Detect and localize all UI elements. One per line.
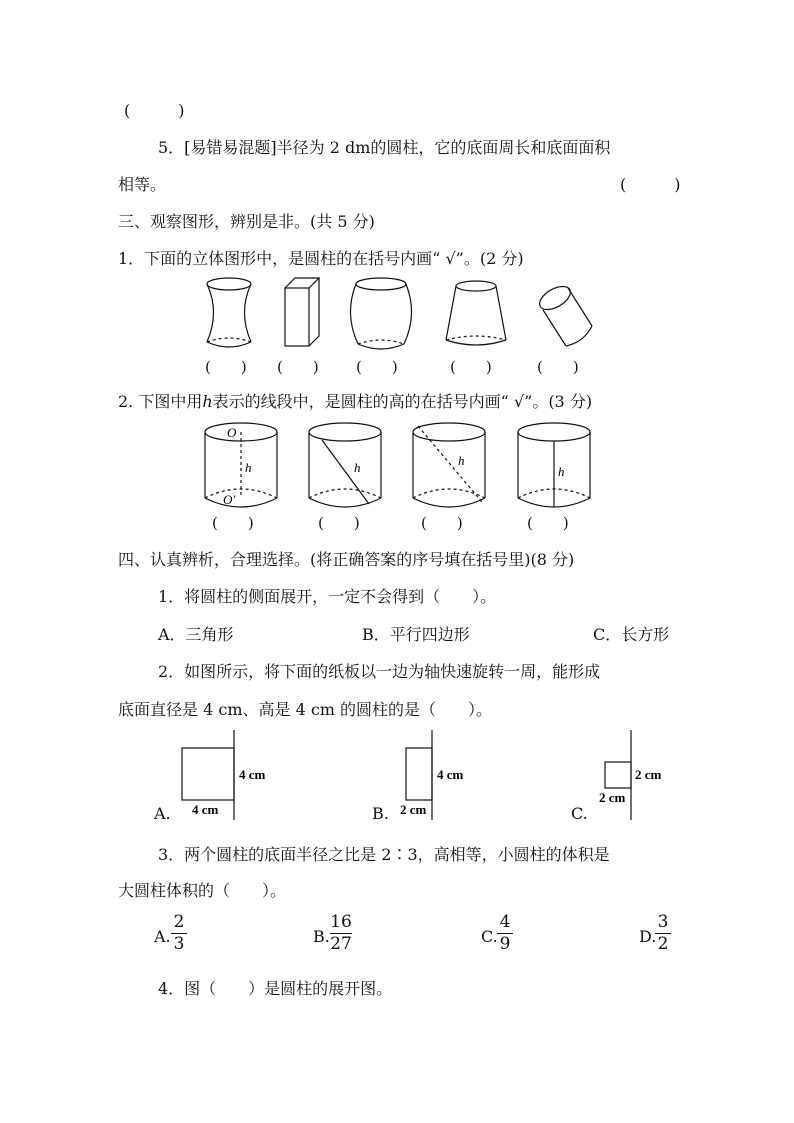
cylinder-axis-height <box>205 423 277 507</box>
fig-c-side: 2 cm <box>635 767 662 782</box>
shape-barrel <box>350 278 411 349</box>
s4-q3-option-c-fraction: 4 9 <box>497 914 513 953</box>
label-h-2: h <box>354 460 361 475</box>
label-h-3: h <box>458 453 465 468</box>
label-h-1: h <box>245 460 252 475</box>
shape-concave-cylinder <box>207 278 251 347</box>
cylinder-surface-height <box>518 423 590 507</box>
s3-q2-figures <box>0 418 794 518</box>
fig-a-bottom: 4 cm <box>192 802 219 817</box>
label-h-4: h <box>558 464 565 479</box>
q5-line2: 相等。 <box>118 175 167 194</box>
fig-b-bottom: 2 cm <box>400 802 427 817</box>
s3-q2: 2. 下图中用h表示的线段中，是圆柱的高的在括号内画“ √”。(3 分) <box>118 392 593 411</box>
s3-q1-paren-4: ( ) <box>450 358 492 376</box>
s4-q2-option-c: C. <box>571 804 588 823</box>
section3-title: 三、观察图形，辨别是非。(共 5 分) <box>118 212 375 231</box>
shape-tilted-cylinder <box>536 282 592 346</box>
q5-line1: 5．[易错易混题]半径为 2 dm的圆柱，它的底面周长和底面面积 <box>158 138 611 157</box>
s3-q1: 1．下面的立体图形中，是圆柱的在括号内画“ √”。(2 分) <box>118 249 524 268</box>
q5-paren: ( ) <box>620 175 681 194</box>
s4-q3-line2: 大圆柱体积的（ ）。 <box>118 881 287 900</box>
s4-q1-option-a: A．三角形 <box>158 625 234 644</box>
figure-c <box>605 730 631 820</box>
s3-q2-paren-4: ( ) <box>527 514 569 532</box>
s3-q1-paren-3: ( ) <box>356 358 398 376</box>
fig-a-side: 4 cm <box>239 767 266 782</box>
cylinder-slant-line <box>309 423 381 507</box>
section4-title: 四、认真辨析，合理选择。(将正确答案的序号填在括号里)(8 分) <box>118 550 575 569</box>
s4-q2-figures <box>0 728 794 828</box>
cylinder-dashed-diagonal <box>413 423 485 507</box>
s4-q3-option-d-fraction: 3 2 <box>655 914 671 953</box>
s4-q2-option-a: A. <box>154 804 171 823</box>
s4-q3-option-b-fraction: 16 27 <box>330 912 352 954</box>
label-O-prime: O′ <box>223 492 236 507</box>
s4-q2-option-b: B. <box>372 804 389 823</box>
s4-q3-option-d-label: D. <box>639 927 657 946</box>
s3-q2-paren-2: ( ) <box>318 514 360 532</box>
s4-q2-line2: 底面直径是 4 cm、高是 4 cm 的圆柱的是（ ）。 <box>118 700 493 719</box>
s4-q3-line1: 3．两个圆柱的底面半径之比是 2∶3，高相等，小圆柱的体积是 <box>158 845 610 864</box>
s4-q3-option-a-fraction: 2 3 <box>171 914 187 953</box>
s4-q3-option-b-label: B. <box>313 927 330 946</box>
s3-q1-paren-1: ( ) <box>205 358 247 376</box>
top-paren: ( ) <box>124 101 185 120</box>
s4-q3-option-c-label: C. <box>481 927 498 946</box>
s4-q2-line1: 2．如图所示，将下面的纸板以一边为轴快速旋转一周，能形成 <box>158 662 601 681</box>
s3-q1-paren-2: ( ) <box>277 358 319 376</box>
s3-q2-paren-3: ( ) <box>421 514 463 532</box>
fig-b-side: 4 cm <box>437 767 464 782</box>
s3-q2-paren-1: ( ) <box>212 514 254 532</box>
s3-q1-figures <box>0 270 794 370</box>
s4-q1-option-b: B．平行四边形 <box>362 625 470 644</box>
label-O: O <box>227 425 237 440</box>
s4-q1-option-c: C．长方形 <box>593 625 670 644</box>
s3-q1-paren-5: ( ) <box>537 358 579 376</box>
fig-c-bottom: 2 cm <box>599 790 626 805</box>
s4-q3-option-a-label: A. <box>154 927 171 946</box>
shape-cuboid <box>285 278 319 346</box>
s4-q1: 1．将圆柱的侧面展开，一定不会得到（ ）。 <box>158 587 497 606</box>
s4-q4: 4．图（ ）是圆柱的展开图。 <box>158 979 393 998</box>
shape-frustum <box>446 281 506 345</box>
